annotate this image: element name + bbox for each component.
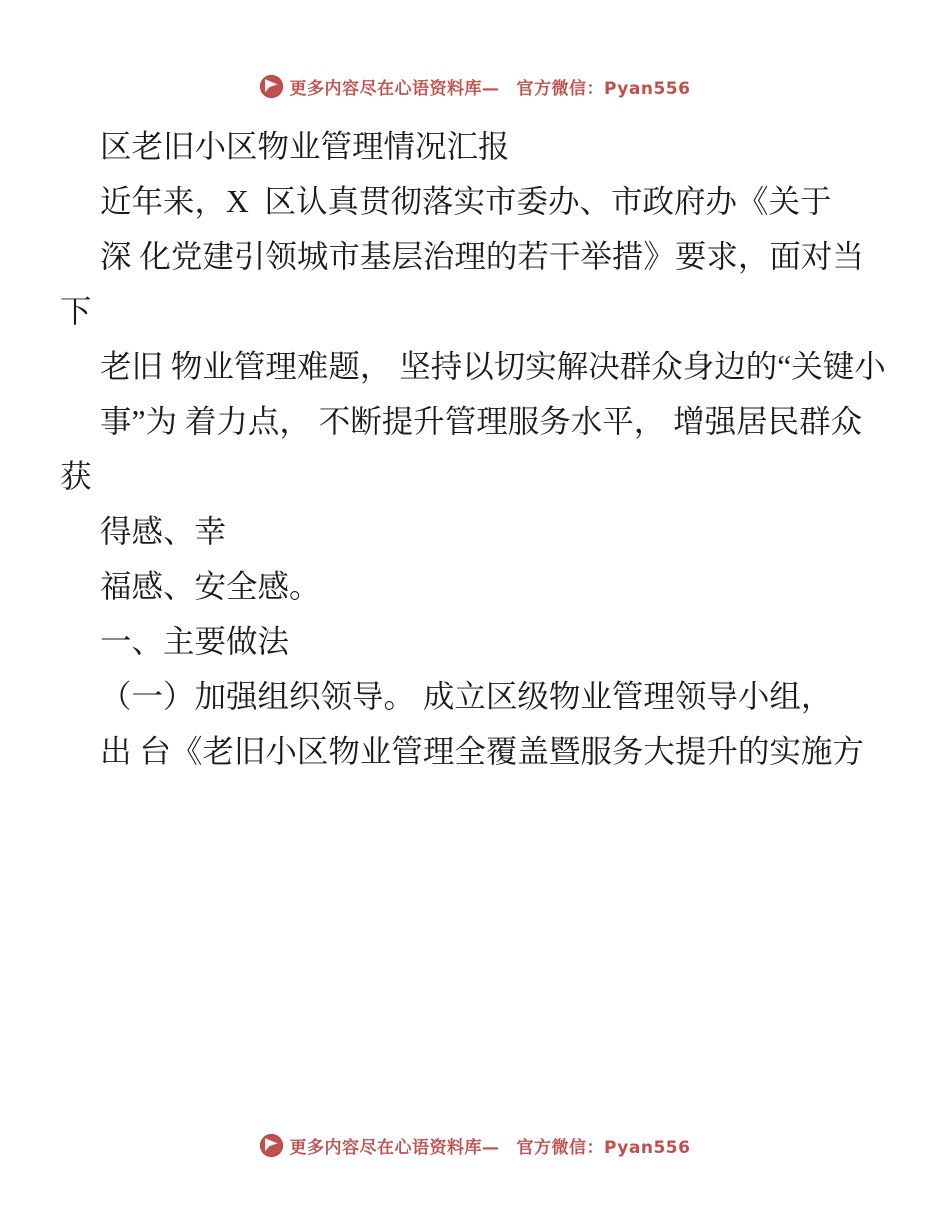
watermark-footer: [0, 1133, 950, 1158]
paragraph: 老旧 物业管理难题， 坚持以切实解决群众身边的“关键小: [100, 349, 886, 384]
paragraph: 近年来，X 区认真贯彻落实市委办、市政府办《关于: [100, 184, 832, 219]
watermark-sub-text: 官方微信：Pyan556: [516, 79, 691, 99]
watermark-main-text: 更多内容尽在心语资料库—: [289, 79, 500, 99]
flag-badge-icon: [260, 1134, 283, 1157]
paragraph: 事”为 着力点， 不断提升管理服务水平， 增强居民群众获: [60, 404, 863, 494]
page-title: 区老旧小区物业管理情况汇报: [100, 129, 510, 164]
document-content: [0, 99, 950, 1133]
watermark-main-text: 更多内容尽在心语资料库—: [289, 1138, 500, 1158]
paragraph: 得感、幸: [100, 514, 227, 549]
watermark-sub-text: 官方微信：Pyan556: [516, 1138, 691, 1158]
paragraph: （一）加强组织领导。 成立区级物业管理领导小组，: [100, 679, 833, 714]
section-heading: 一、主要做法: [100, 624, 290, 659]
paragraph: 福感、安全感。: [100, 569, 321, 604]
flag-badge-icon: [260, 75, 283, 98]
watermark-header: [0, 74, 950, 99]
paragraph: 出 台《老旧小区物业管理全覆盖暨服务大提升的实施方: [100, 734, 864, 769]
paragraph: 深 化党建引领城市基层治理的若干举措》要求，面对当下: [60, 239, 864, 329]
